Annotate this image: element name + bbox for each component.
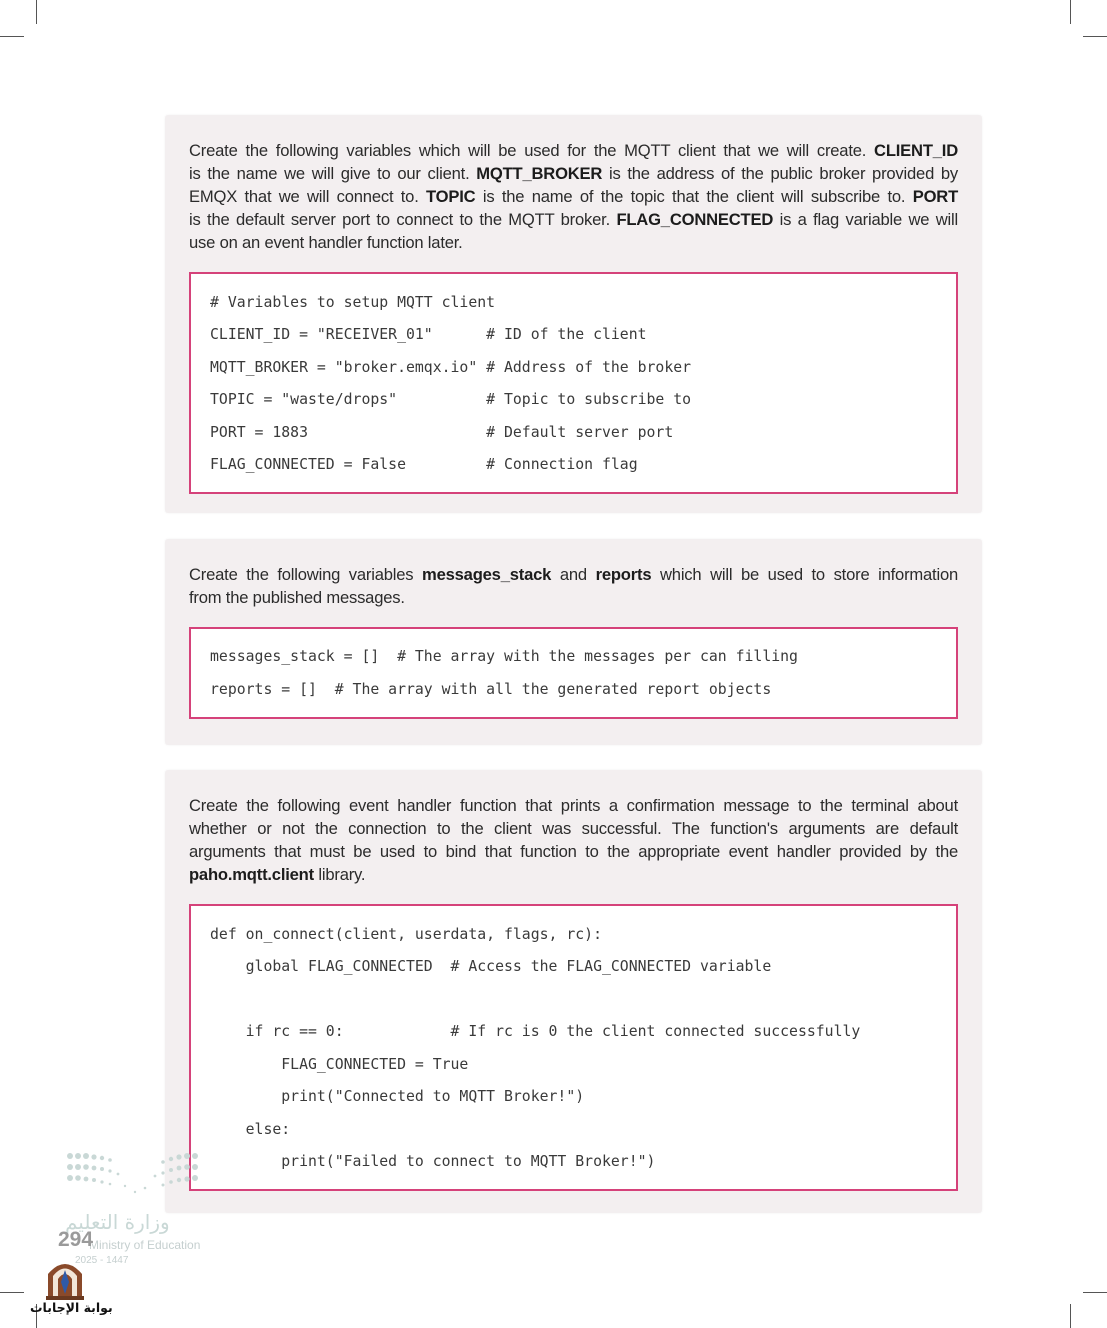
text-run: which will be used to store information [651,565,959,584]
ministry-year: 2025 - 1447 [75,1255,129,1266]
bold-term: messages_stack [422,565,552,584]
paragraph-line [189,794,958,817]
text-run: and [551,565,596,584]
text-run: from the published messages. [189,588,405,607]
code-block [189,272,958,494]
code-line: def on_connect(client, userdata, flags, rc): [210,926,602,943]
bold-term: reports [595,565,652,584]
code-block [189,627,958,719]
crop-mark [0,1292,24,1293]
text-run: is the address of the public broker provided by [602,164,959,183]
crop-mark [1083,1292,1107,1293]
code-line: MQTT_BROKER = "broker.emqx.io" # Address of the broker [210,359,692,376]
code-line: TOPIC = "waste/drops" # Topic to subscribe to [210,391,692,408]
bold-term: PORT [912,187,959,206]
code-line: print("Connected to MQTT Broker!") [210,1088,585,1105]
paragraph-line [189,208,958,231]
crop-mark [36,0,37,24]
bold-term: paho.mqtt.client [189,865,314,884]
text-run: library. [313,865,366,884]
code-line: CLIENT_ID = "RECEIVER_01" # ID of the client [210,326,647,343]
paragraph-line [189,162,958,185]
code-line: reports = [] # The array with all the generated report objects [210,681,772,698]
bold-term: TOPIC [426,187,476,206]
paragraph-line [189,586,958,609]
code-line: # Variables to setup MQTT client [210,294,496,311]
code-line: if rc == 0: # If rc is 0 the client connected successfully [210,1023,861,1040]
text-run: is the name we will give to our client. [189,164,477,183]
section-panel-event-handler [165,770,982,1213]
paragraph-line [189,231,958,254]
text-run: is a flag variable we will [773,210,958,229]
paragraph-line [189,863,958,886]
crop-mark [1083,36,1107,37]
section-description [189,794,958,886]
crop-mark [0,36,24,37]
paragraph-line [189,139,958,162]
code-line: FLAG_CONNECTED = False # Connection flag [210,456,638,473]
text-run: Create the following variables which will be used for the MQTT client that we will create. [189,141,875,160]
code-line: FLAG_CONNECTED = True [210,1056,469,1073]
bold-term: MQTT_BROKER [476,164,603,183]
text-run: EMQX that we will connect to. [189,187,427,206]
code-block [189,904,958,1191]
text-run: arguments that must be used to bind that function to the appropriate event handler provided by the [189,842,958,861]
code-line: else: [210,1121,291,1138]
bold-term: CLIENT_ID [874,141,958,160]
text-run: is the default server port to connect to the MQTT broker. [189,210,617,229]
text-run: Create the following event handler function that prints a confirmation message to the terminal about [189,796,958,815]
text-run: Create the following variables [189,565,423,584]
text-run: is the name of the topic that the client will subscribe to. [475,187,913,206]
answers-portal-label: بوابة الإجابات [30,1300,113,1315]
page-number: 294 [58,1228,94,1251]
ministry-dots-logo [65,1150,200,1198]
ministry-name-arabic: وزارة التعليم [65,1210,170,1234]
ministry-name-english: Ministry of Education [89,1238,201,1252]
code-line: messages_stack = [] # The array with the messages per can filling [210,648,798,665]
section-panel-variables [165,115,982,513]
bold-term: FLAG_CONNECTED [616,210,774,229]
text-run: whether or not the connection to the client was successful. The function's arguments are default [189,819,958,838]
section-panel-storage [165,539,982,745]
code-line: print("Failed to connect to MQTT Broker!") [210,1153,656,1170]
section-description [189,563,958,609]
code-line: global FLAG_CONNECTED # Access the FLAG_CONNECTED variable [210,958,772,975]
paragraph-line [189,817,958,840]
crop-mark [1070,1304,1071,1328]
paragraph-line [189,840,958,863]
crop-mark [1070,0,1071,24]
text-run: use on an event handler function later. [189,233,463,252]
answers-portal-logo-icon [44,1256,86,1300]
paragraph-line [189,185,958,208]
code-line: PORT = 1883 # Default server port [210,424,674,441]
paragraph-line [189,563,958,586]
section-description [189,139,958,254]
